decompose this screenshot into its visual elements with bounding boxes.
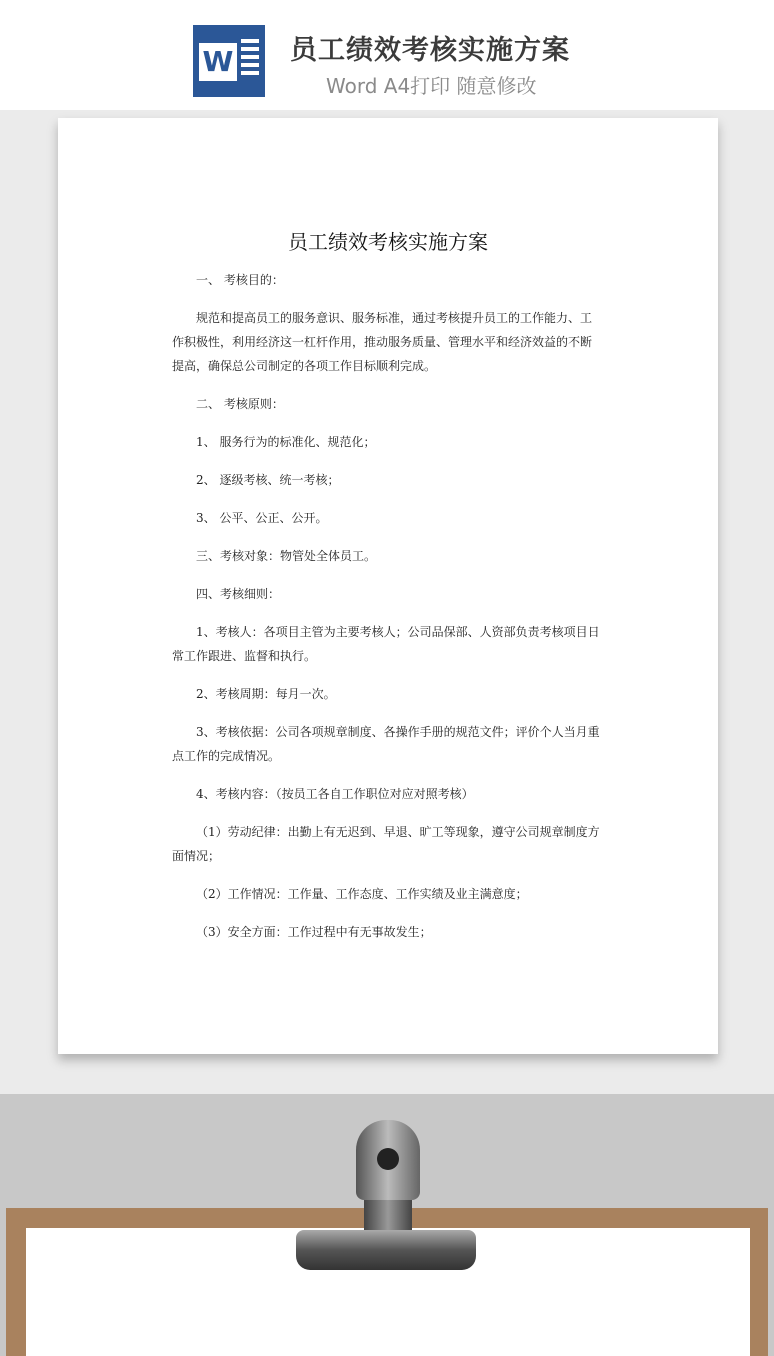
page-title: 员工绩效考核实施方案 bbox=[290, 35, 570, 66]
paragraph: 规范和提高员工的服务意识、服务标准，通过考核提升员工的工作能力、工作积极性，利用经济这一杠杆作用，推动服务质量、管理水平和经济效益的不断提高，确保总公司制定的各项工作目标顺利完成。 bbox=[172, 311, 593, 373]
word-icon: W bbox=[193, 25, 265, 97]
paragraph: 三、考核对象：物管处全体员工。 bbox=[196, 549, 377, 563]
paragraph: （1）劳动纪律：出勤上有无迟到、早退、旷工等现象，遵守公司规章制度方面情况； bbox=[172, 825, 600, 863]
paragraph: （3）安全方面：工作过程中有无事故发生； bbox=[196, 925, 432, 939]
paragraph: 1、 服务行为的标准化、规范化； bbox=[196, 435, 376, 449]
document-body bbox=[172, 268, 602, 958]
page-header bbox=[0, 0, 774, 110]
paragraph: 2、 逐级考核、统一考核； bbox=[196, 473, 340, 487]
paragraph: （2）工作情况：工作量、工作态度、工作实绩及业主满意度； bbox=[196, 887, 528, 901]
binder-clip-hole bbox=[377, 1148, 399, 1170]
paragraph: 1、考核人：各项目主管为主要考核人；公司品保部、人资部负责考核项目日常工作跟进、监督和执行。 bbox=[172, 625, 600, 663]
paragraph: 四、考核细则： bbox=[196, 587, 281, 601]
page-subtitle: Word A4打印 随意修改 bbox=[326, 74, 537, 98]
document-page bbox=[58, 118, 718, 1054]
paragraph: 二、 考核原则： bbox=[196, 397, 284, 411]
paragraph: 2、考核周期：每月一次。 bbox=[196, 687, 336, 701]
paragraph: 一、 考核目的： bbox=[196, 273, 284, 287]
document-title: 员工绩效考核实施方案 bbox=[288, 230, 488, 254]
binder-clip-base bbox=[296, 1230, 476, 1270]
paragraph: 4、考核内容：（按员工各自工作职位对应对照考核） bbox=[196, 787, 474, 801]
paragraph: 3、 公平、公正、公开。 bbox=[196, 511, 328, 525]
paragraph: 3、考核依据：公司各项规章制度、各操作手册的规范文件；评价个人当月重点工作的完成情况。 bbox=[172, 725, 600, 763]
